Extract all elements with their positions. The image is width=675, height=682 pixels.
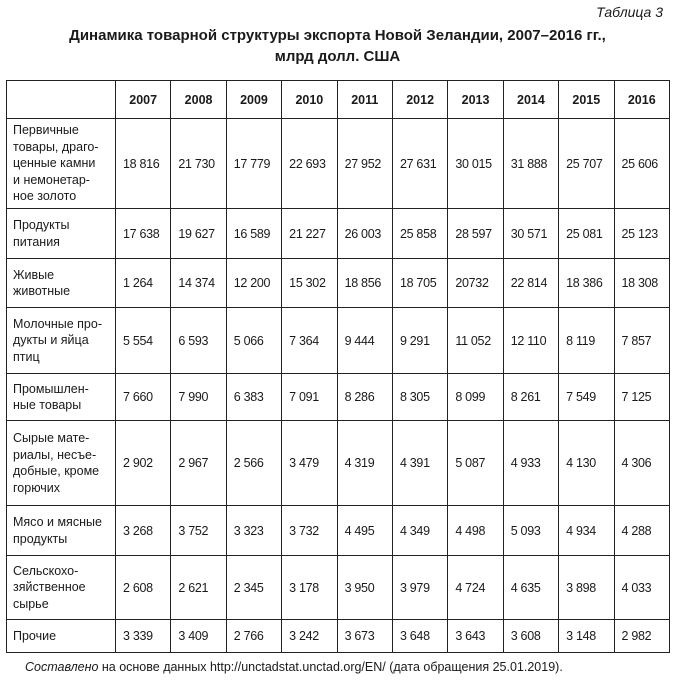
cell-value: 5 087 (448, 421, 503, 506)
cell-value: 18 705 (392, 259, 447, 308)
table-row (7, 259, 670, 308)
cell-value: 22 693 (282, 119, 337, 209)
cell-value: 21 730 (171, 119, 226, 209)
cell-value: 22 814 (503, 259, 558, 308)
cell-value: 28 597 (448, 209, 503, 259)
cell-value: 30 571 (503, 209, 558, 259)
row-label: Молочные про- дукты и яйца птиц (7, 308, 116, 374)
cell-value: 21 227 (282, 209, 337, 259)
cell-value: 2 345 (226, 556, 281, 620)
row-label: Мясо и мясные продукты (7, 506, 116, 556)
cell-value: 14 374 (171, 259, 226, 308)
cell-value: 25 081 (559, 209, 614, 259)
cell-value: 7 990 (171, 374, 226, 421)
table-row (7, 308, 670, 374)
table-row (7, 119, 670, 209)
cell-value: 26 003 (337, 209, 392, 259)
table-row (7, 556, 670, 620)
table-row (7, 421, 670, 506)
cell-value: 2 566 (226, 421, 281, 506)
cell-value: 7 091 (282, 374, 337, 421)
cell-value: 4 349 (392, 506, 447, 556)
cell-value: 2 766 (226, 620, 281, 653)
cell-value: 19 627 (171, 209, 226, 259)
cell-value: 30 015 (448, 119, 503, 209)
cell-value: 4 033 (614, 556, 669, 620)
cell-value: 3 648 (392, 620, 447, 653)
cell-value: 8 286 (337, 374, 392, 421)
cell-value: 25 123 (614, 209, 669, 259)
cell-value: 3 242 (282, 620, 337, 653)
cell-value: 3 178 (282, 556, 337, 620)
column-header-2007: 2007 (116, 81, 171, 119)
cell-value: 1 264 (116, 259, 171, 308)
title-line-2: млрд долл. США (274, 48, 401, 65)
table-row (7, 374, 670, 421)
cell-value: 7 125 (614, 374, 669, 421)
column-header-2011: 2011 (337, 81, 392, 119)
cell-value: 4 635 (503, 556, 558, 620)
cell-value: 18 386 (559, 259, 614, 308)
table-row (7, 506, 670, 556)
cell-value: 5 093 (503, 506, 558, 556)
cell-value: 4 498 (448, 506, 503, 556)
column-header-2016: 2016 (614, 81, 669, 119)
header-corner (7, 81, 116, 119)
footnote-text: на основе данных http://unctadstat.unctad.org/EN/ (дата обращения 25.01.2019). (98, 660, 563, 674)
cell-value: 8 099 (448, 374, 503, 421)
cell-value: 27 631 (392, 119, 447, 209)
cell-value: 7 549 (559, 374, 614, 421)
cell-value: 6 593 (171, 308, 226, 374)
cell-value: 3 339 (116, 620, 171, 653)
cell-value: 3 898 (559, 556, 614, 620)
column-header-2013: 2013 (448, 81, 503, 119)
cell-value: 25 707 (559, 119, 614, 209)
cell-value: 8 261 (503, 374, 558, 421)
cell-value: 8 119 (559, 308, 614, 374)
cell-value: 3 979 (392, 556, 447, 620)
cell-value: 7 364 (282, 308, 337, 374)
cell-value: 5 066 (226, 308, 281, 374)
cell-value: 4 933 (503, 421, 558, 506)
cell-value: 3 752 (171, 506, 226, 556)
cell-value: 17 779 (226, 119, 281, 209)
cell-value: 25 858 (392, 209, 447, 259)
column-header-2014: 2014 (503, 81, 558, 119)
cell-value: 3 608 (503, 620, 558, 653)
row-label: Сельскохо- зяйственное сырье (7, 556, 116, 620)
row-label: Живые животные (7, 259, 116, 308)
cell-value: 7 660 (116, 374, 171, 421)
row-label: Продукты питания (7, 209, 116, 259)
cell-value: 18 308 (614, 259, 669, 308)
cell-value: 18 816 (116, 119, 171, 209)
cell-value: 4 306 (614, 421, 669, 506)
column-header-2008: 2008 (171, 81, 226, 119)
cell-value: 11 052 (448, 308, 503, 374)
cell-value: 18 856 (337, 259, 392, 308)
column-header-2010: 2010 (282, 81, 337, 119)
cell-value: 2 902 (116, 421, 171, 506)
cell-value: 3 323 (226, 506, 281, 556)
cell-value: 6 383 (226, 374, 281, 421)
cell-value: 3 479 (282, 421, 337, 506)
cell-value: 2 621 (171, 556, 226, 620)
cell-value: 12 110 (503, 308, 558, 374)
cell-value: 12 200 (226, 259, 281, 308)
cell-value: 4 391 (392, 421, 447, 506)
table-title (0, 25, 675, 67)
cell-value: 3 409 (171, 620, 226, 653)
cell-value: 8 305 (392, 374, 447, 421)
cell-value: 3 148 (559, 620, 614, 653)
column-header-2009: 2009 (226, 81, 281, 119)
cell-value: 15 302 (282, 259, 337, 308)
cell-value: 4 130 (559, 421, 614, 506)
table-row (7, 209, 670, 259)
cell-value: 4 934 (559, 506, 614, 556)
cell-value: 3 732 (282, 506, 337, 556)
cell-value: 5 554 (116, 308, 171, 374)
cell-value: 9 444 (337, 308, 392, 374)
cell-value: 16 589 (226, 209, 281, 259)
column-header-2015: 2015 (559, 81, 614, 119)
row-label: Первичные товары, драго- ценные камни и немонетар- ное золото (7, 119, 116, 209)
row-label: Промышлен- ные товары (7, 374, 116, 421)
table-row (7, 620, 670, 653)
cell-value: 4 495 (337, 506, 392, 556)
cell-value: 4 724 (448, 556, 503, 620)
cell-value: 25 606 (614, 119, 669, 209)
title-line-1: Динамика товарной структуры экспорта Новой Зеландии, 2007–2016 гг., (69, 27, 606, 44)
cell-value: 2 982 (614, 620, 669, 653)
cell-value: 31 888 (503, 119, 558, 209)
cell-value: 2 967 (171, 421, 226, 506)
cell-value: 3 643 (448, 620, 503, 653)
row-label: Сырые мате- риалы, несъе- добные, кроме горючих (7, 421, 116, 506)
footnote-italic: Составлено (25, 660, 99, 674)
cell-value: 20732 (448, 259, 503, 308)
cell-value: 27 952 (337, 119, 392, 209)
cell-value: 9 291 (392, 308, 447, 374)
row-label: Прочие (7, 620, 116, 653)
cell-value: 4 319 (337, 421, 392, 506)
cell-value: 4 288 (614, 506, 669, 556)
table-number: Таблица 3 (596, 4, 663, 20)
footnote (25, 660, 563, 674)
cell-value: 3 268 (116, 506, 171, 556)
cell-value: 3 950 (337, 556, 392, 620)
cell-value: 7 857 (614, 308, 669, 374)
cell-value: 17 638 (116, 209, 171, 259)
export-structure-table (6, 80, 670, 653)
column-header-2012: 2012 (392, 81, 447, 119)
header-row (7, 81, 670, 119)
cell-value: 3 673 (337, 620, 392, 653)
cell-value: 2 608 (116, 556, 171, 620)
